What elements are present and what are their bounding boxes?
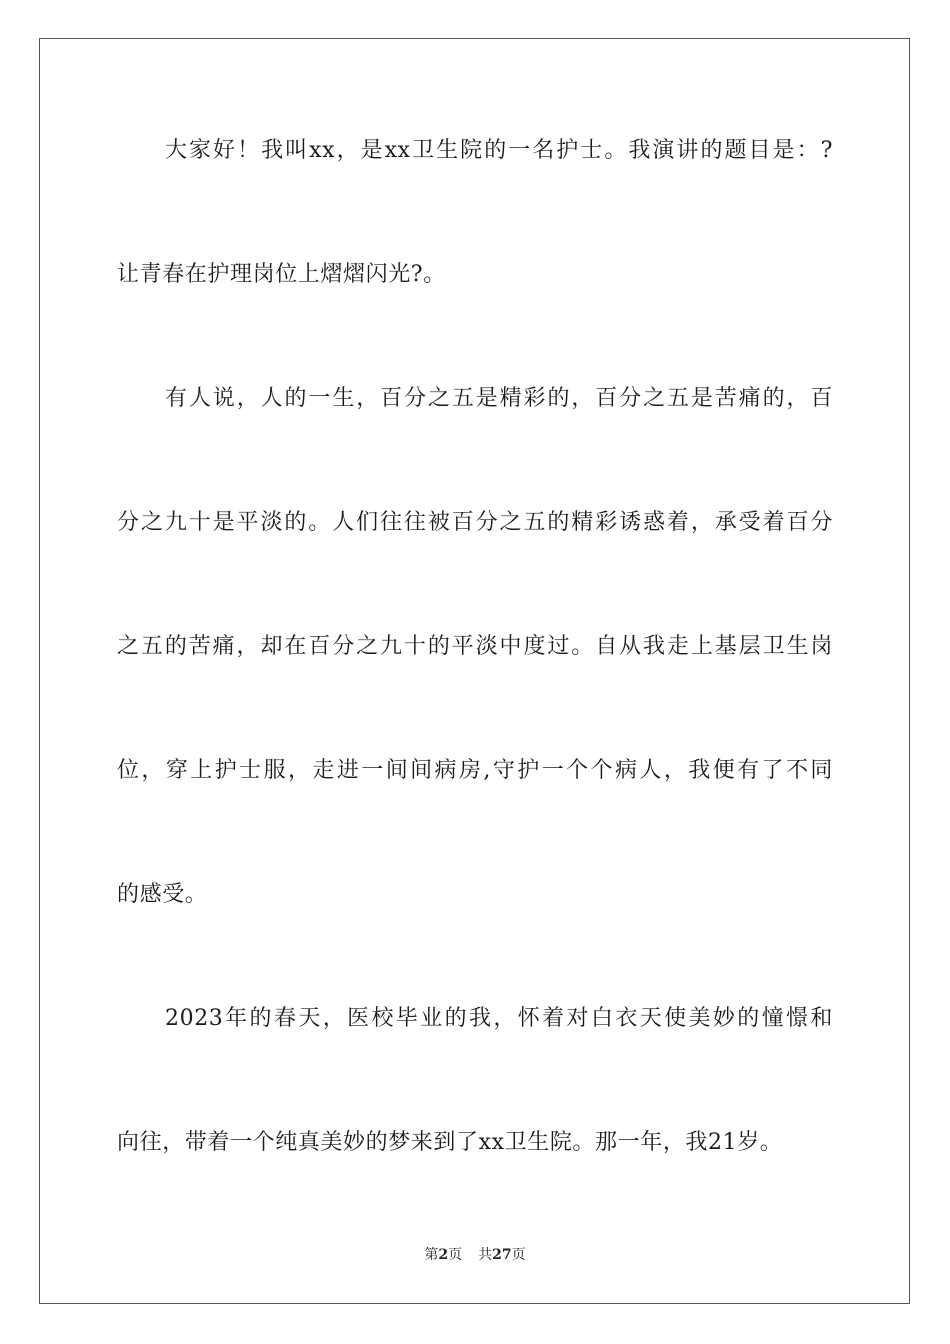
paragraph-3-line-1: 2023年的春天，医校毕业的我，怀着对白衣天使美妙的憧憬和 xyxy=(165,1006,833,1031)
total-prefix: 共 xyxy=(478,1247,493,1263)
paragraph-2-line-2: 分之九十是平淡的。人们往往被百分之五的精彩诱惑着，承受着百分 xyxy=(117,510,833,535)
paragraph-2-line-1: 有人说，人的一生，百分之五是精彩的，百分之五是苦痛的，百 xyxy=(165,386,833,411)
page-number: 2 xyxy=(438,1247,449,1263)
total-suffix: 页 xyxy=(511,1247,526,1263)
page-suffix: 页 xyxy=(448,1247,463,1263)
paragraph-1-line-2: 让青春在护理岗位上熠熠闪光?。 xyxy=(117,262,446,287)
page-footer xyxy=(0,1246,950,1264)
paragraph-2-line-4: 位，穿上护士服，走进一间间病房,守护一个个病人，我便有了不同 xyxy=(117,758,833,783)
paragraph-3-line-2: 向往，带着一个纯真美妙的梦来到了xx卫生院。那一年，我21岁。 xyxy=(117,1130,783,1155)
paragraph-2-line-3: 之五的苦痛，却在百分之九十的平淡中度过。自从我走上基层卫生岗 xyxy=(117,634,833,659)
paragraph-2-line-5: 的感受。 xyxy=(117,882,208,907)
paragraph-1-line-1: 大家好！我叫xx，是xx卫生院的一名护士。我演讲的题目是：? xyxy=(165,138,833,163)
total-pages: 27 xyxy=(492,1247,512,1263)
page-prefix: 第 xyxy=(424,1247,439,1263)
page-border xyxy=(39,38,910,1304)
